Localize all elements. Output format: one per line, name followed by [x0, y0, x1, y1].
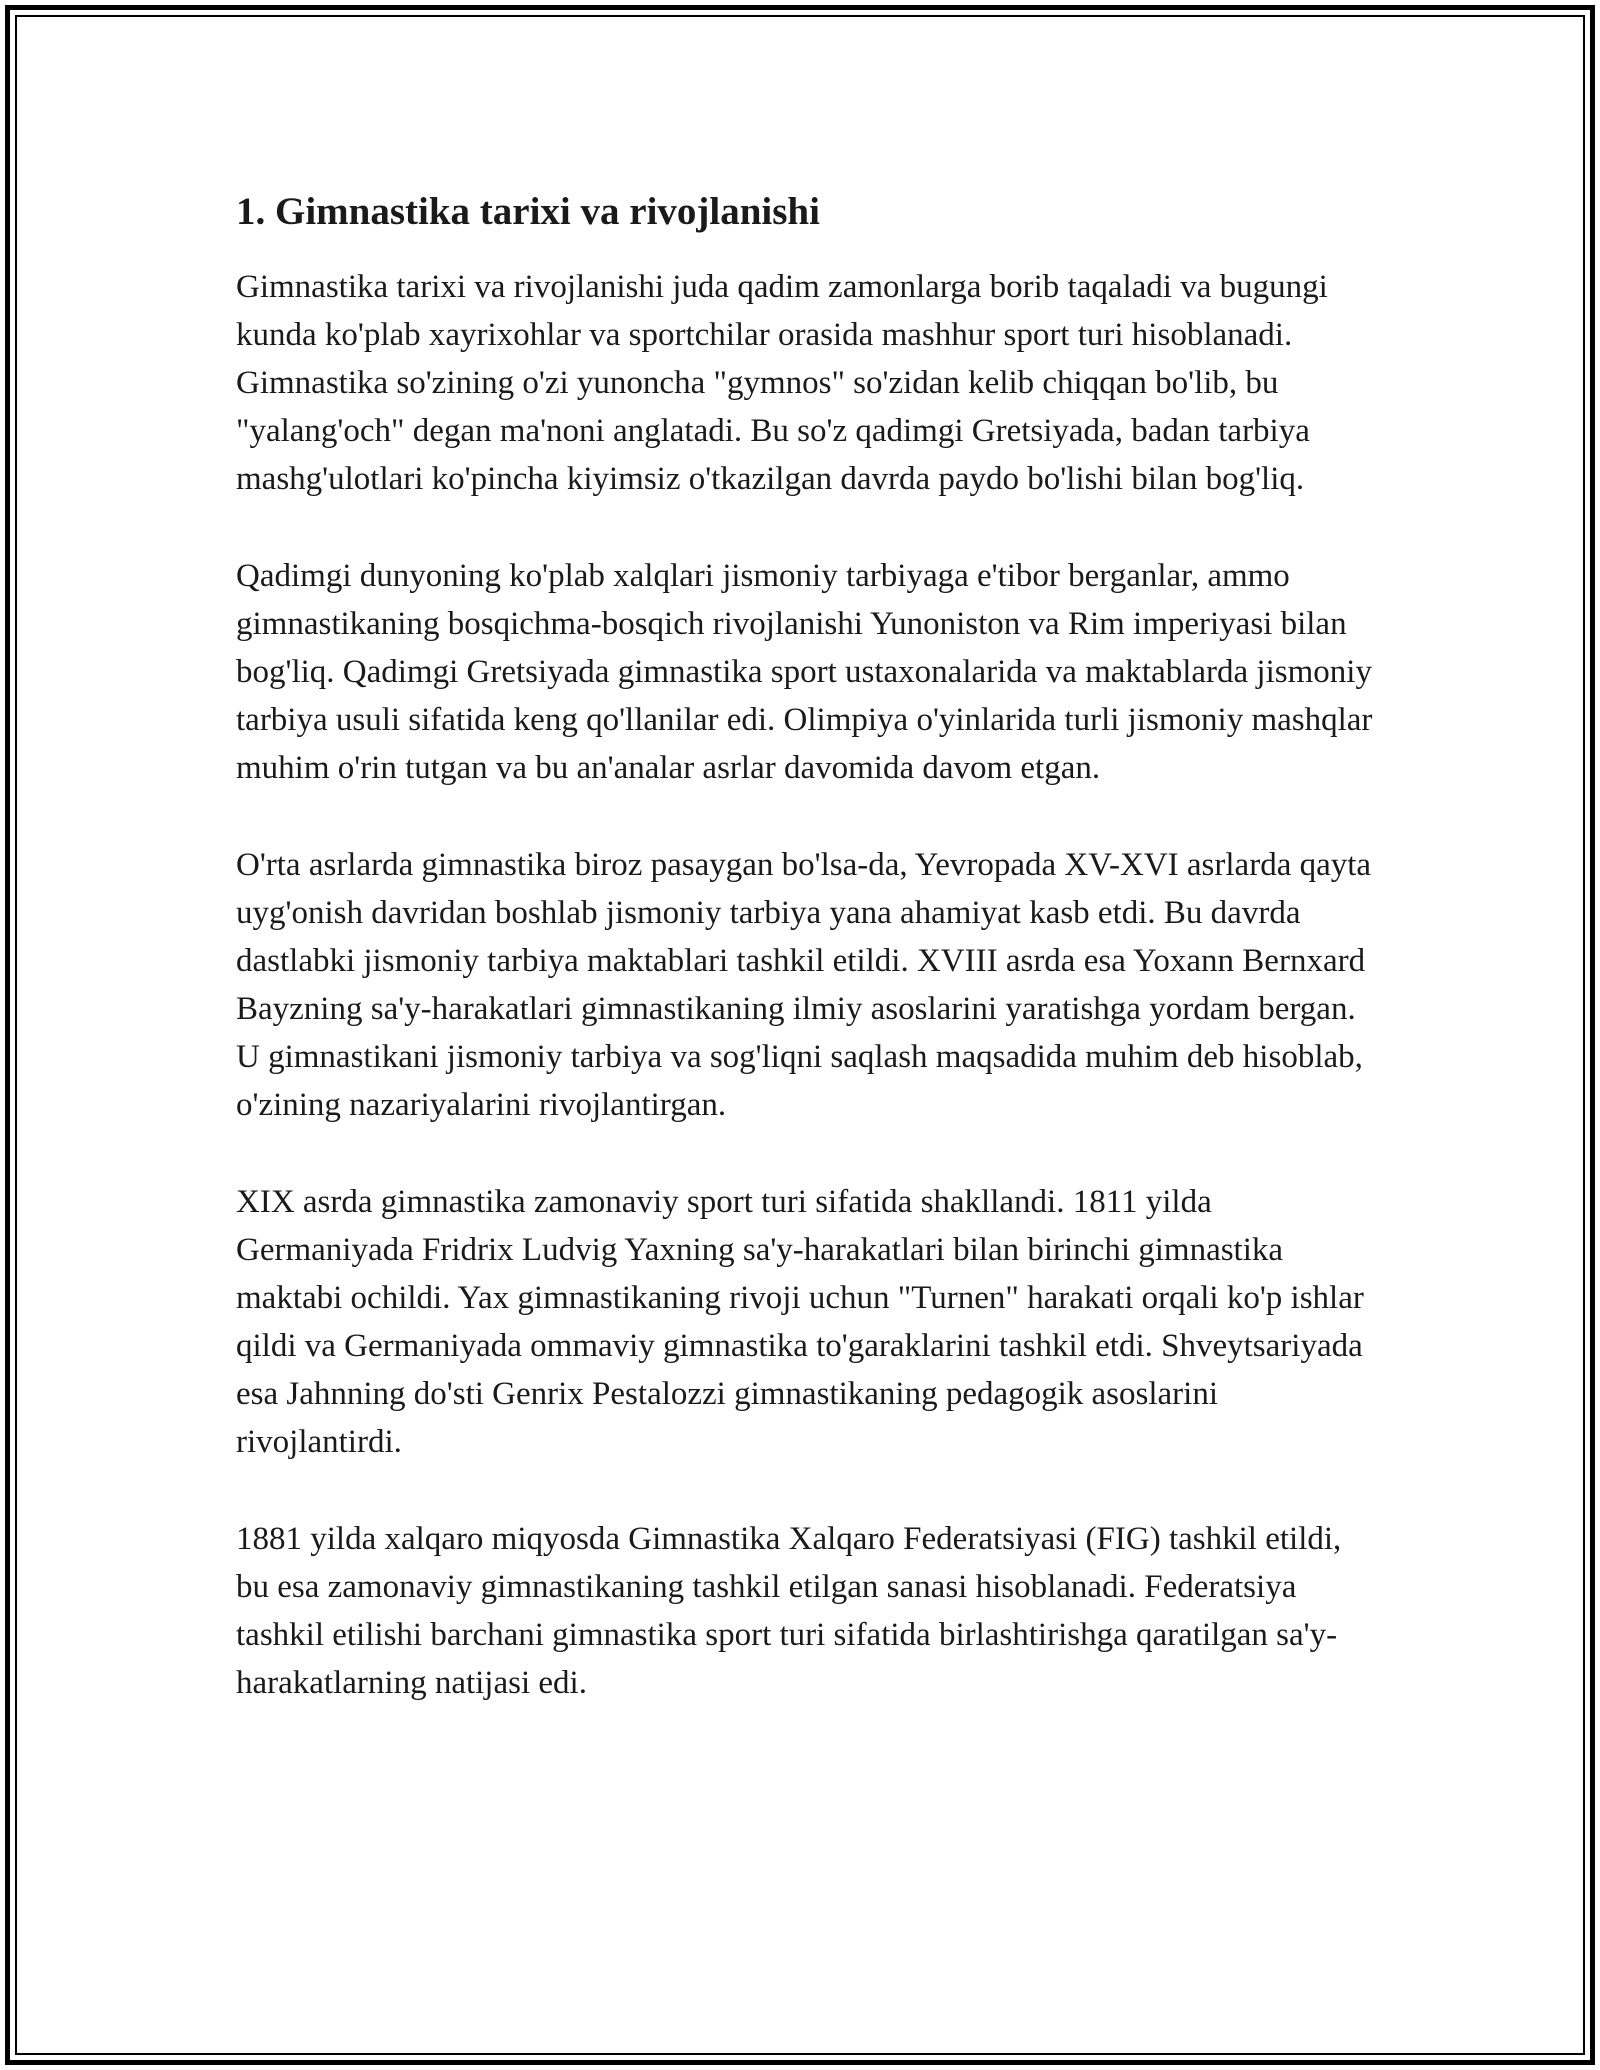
section-heading: 1. Gimnastika tarixi va rivojlanishi: [236, 190, 820, 233]
paragraph-4: XIX asrda gimnastika zamonaviy sport turi sifatida shakllandi. 1811 yilda Germaniyada Fridrix Ludvig Yaxning sa'y-harakatlari bilan birinchi gimnastika maktabi ochildi. Yax gimnastikaning rivoji uchun "Turnen" harakati orqali ko'p ishlar qildi va Germaniyada ommaviy gimnastika to'garaklarini tashkil etdi. Shveytsariyada esa Jahnning do'sti Genrix Pestalozzi gimnastikaning pedagogik asoslarini rivojlantirdi.: [236, 1184, 1364, 1460]
paragraph-1: Gimnastika tarixi va rivojlanishi juda qadim zamonlarga borib taqaladi va bugungi kunda ko'plab xayrixohlar va sportchilar orasida mashhur sport turi hisoblanadi. Gimnastika so'zining o'zi yunoncha "gymnos" so'zidan kelib chiqqan bo'lib, bu "yalang'och" degan ma'noni anglatadi. Bu so'z qadimgi Gretsiyada, badan tarbiya mashg'ulotlari ko'pincha kiyimsiz o'tkazilgan davrda paydo bo'lishi bilan bog'liq.: [236, 269, 1328, 497]
paragraph-5: 1881 yilda xalqaro miqyosda Gimnastika Xalqaro Federatsiyasi (FIG) tashkil etildi, bu esa zamonaviy gimnastikaning tashkil etilgan sanasi hisoblanadi. Federatsiya tashkil etilishi barchani gimnastika sport turi sifatida birlashtirishga qaratilgan sa'y-harakatlarning natijasi edi.: [236, 1521, 1342, 1701]
document-body: [236, 188, 1376, 1756]
paragraph-2: Qadimgi dunyoning ko'plab xalqlari jismoniy tarbiyaga e'tibor berganlar, ammo gimnastikaning bosqichma-bosqich rivojlanishi Yunoniston va Rim imperiyasi bilan bog'liq. Qadimgi Gretsiyada gimnastika sport ustaxonalarida va maktablarda jismoniy tarbiya usuli sifatida keng qo'llanilar edi. Olimpiya o'yinlarida turli jismoniy mashqlar muhim o'rin tutgan va bu an'analar asrlar davomida davom etgan.: [236, 558, 1373, 786]
paragraph-3: O'rta asrlarda gimnastika biroz pasaygan bo'lsa-da, Yevropada XV-XVI asrlarda qayta uyg'onish davridan boshlab jismoniy tarbiya yana ahamiyat kasb etdi. Bu davrda dastlabki jismoniy tarbiya maktablari tashkil etildi. XVIII asrda esa Yoxann Bernxard Bayzning sa'y-harakatlari gimnastikaning ilmiy asoslarini yaratishga yordam bergan. U gimnastikani jismoniy tarbiya va sog'liqni saqlash maqsadida muhim deb hisoblab, o'zining nazariyalarini rivojlantirgan.: [236, 847, 1372, 1123]
